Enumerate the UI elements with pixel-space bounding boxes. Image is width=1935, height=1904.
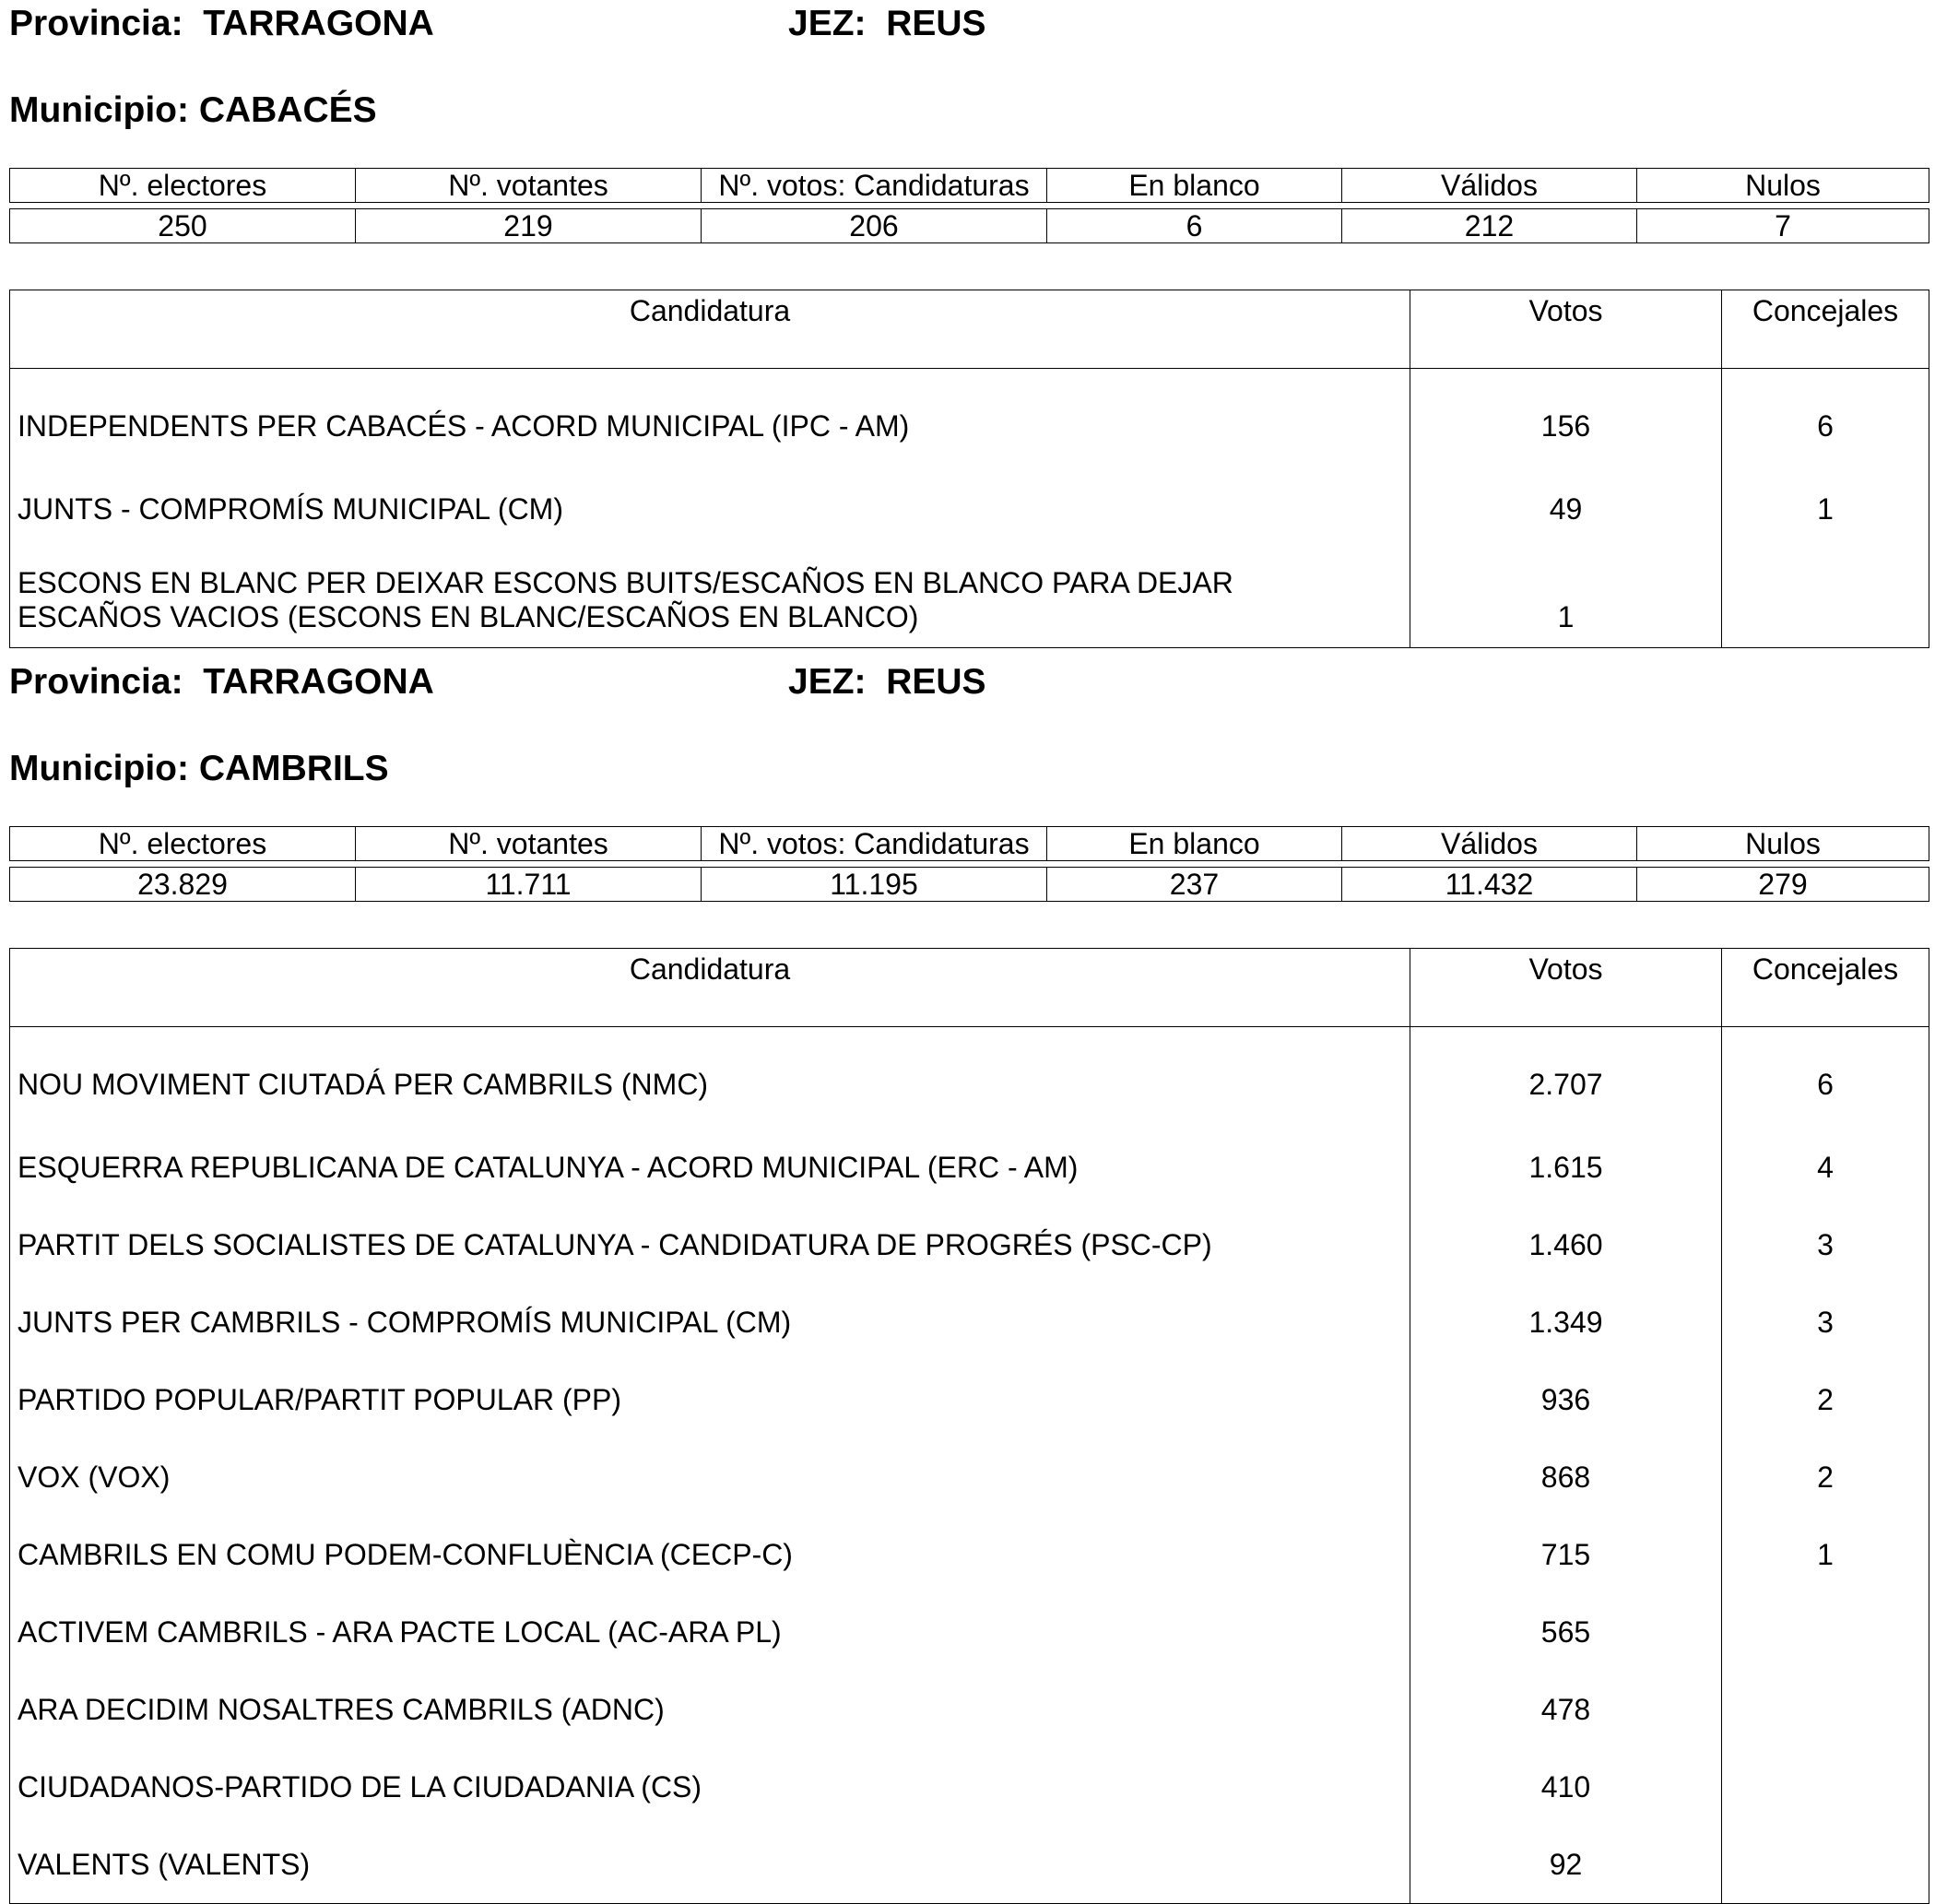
summary-header-cell: Nulos [1637,827,1929,861]
candidatura-name: ARA DECIDIM NOSALTRES CAMBRILS (ADNC) [10,1671,1410,1748]
concejales-value: 6 [1722,369,1929,471]
votos-value: 1.460 [1410,1206,1722,1283]
jez-heading: JEZ: REUS [788,662,986,702]
table-row [10,1438,1929,1516]
concejales-value: 1 [1722,1516,1929,1593]
concejales-value [1722,1593,1929,1671]
summary-value-cell: 23.829 [10,868,356,902]
votos-value: 565 [1410,1593,1722,1671]
summary-header-cell: Nº. votos: Candidaturas [702,169,1047,203]
table-row [10,1361,1929,1438]
summary-header-cell: En blanco [1047,169,1342,203]
results-header-cell: Votos [1410,949,1722,1027]
candidatura-name: VOX (VOX) [10,1438,1410,1516]
concejales-value: 6 [1722,1027,1929,1129]
provincia-heading: Provincia: TARRAGONA [9,4,434,43]
summary-value-cell: 212 [1342,209,1637,243]
concejales-value [1722,1748,1929,1826]
municipio-heading: Municipio: CAMBRILS [9,749,389,788]
votos-value: 868 [1410,1438,1722,1516]
summary-values-table [9,867,1929,902]
table-row [10,548,1929,648]
table-row [10,470,1929,548]
votos-value: 49 [1410,470,1722,548]
summary-header-cell: Válidos [1342,169,1637,203]
table-row [10,1283,1929,1361]
results-header-cell: Candidatura [10,290,1410,369]
summary-value-cell: 219 [356,209,702,243]
candidatura-name: CIUDADANOS-PARTIDO DE LA CIUDADANIA (CS) [10,1748,1410,1826]
table-row [10,1748,1929,1826]
results-header-cell: Concejales [1722,290,1929,369]
concejales-value: 2 [1722,1438,1929,1516]
concejales-value [1722,1671,1929,1748]
votos-value: 1 [1410,548,1722,648]
summary-value-cell: 11.432 [1342,868,1637,902]
table-row [10,1206,1929,1283]
summary-value-cell: 279 [1637,868,1929,902]
table-row [10,1129,1929,1206]
votos-value: 478 [1410,1671,1722,1748]
summary-header-cell: En blanco [1047,827,1342,861]
summary-value-cell: 237 [1047,868,1342,902]
candidatura-name: NOU MOVIMENT CIUTADÁ PER CAMBRILS (NMC) [10,1027,1410,1129]
votos-value: 936 [1410,1361,1722,1438]
results-header-cell: Candidatura [10,949,1410,1027]
votos-value: 1.349 [1410,1283,1722,1361]
results-header-cell: Concejales [1722,949,1929,1027]
summary-header-cell: Nulos [1637,169,1929,203]
candidatura-name: VALENTS (VALENTS) [10,1826,1410,1904]
summary-table [9,826,1929,861]
municipio-heading: Municipio: CABACÉS [9,90,377,130]
candidatura-name: INDEPENDENTS PER CABACÉS - ACORD MUNICIPAL (IPC - AM) [10,369,1410,471]
candidatura-name: JUNTS PER CAMBRILS - COMPROMÍS MUNICIPAL (CM) [10,1283,1410,1361]
votos-value: 715 [1410,1516,1722,1593]
votos-value: 410 [1410,1748,1722,1826]
table-row [10,1671,1929,1748]
table-row [10,1516,1929,1593]
summary-header-cell: Nº. votantes [356,827,702,861]
summary-header-row [10,827,1929,861]
summary-header-row [10,169,1929,203]
summary-value-cell: 6 [1047,209,1342,243]
table-row [10,369,1929,471]
results-table [9,948,1929,1904]
votos-value: 156 [1410,369,1722,471]
candidatura-name: CAMBRILS EN COMU PODEM-CONFLUÈNCIA (CECP-C) [10,1516,1410,1593]
provincia-heading: Provincia: TARRAGONA [9,662,434,702]
summary-header-cell: Nº. votos: Candidaturas [702,827,1047,861]
candidatura-name: ACTIVEM CAMBRILS - ARA PACTE LOCAL (AC-ARA PL) [10,1593,1410,1671]
votos-value: 2.707 [1410,1027,1722,1129]
votos-value: 92 [1410,1826,1722,1904]
candidatura-name: JUNTS - COMPROMÍS MUNICIPAL (CM) [10,470,1410,548]
candidatura-name-line: ESCAÑOS VACIOS (ESCONS EN BLANC/ESCAÑOS EN BLANCO) [18,600,919,634]
concejales-value [1722,1826,1929,1904]
concejales-value: 3 [1722,1283,1929,1361]
summary-table [9,168,1929,203]
concejales-value: 2 [1722,1361,1929,1438]
summary-value-cell: 250 [10,209,356,243]
candidatura-name: PARTIT DELS SOCIALISTES DE CATALUNYA - CANDIDATURA DE PROGRÉS (PSC-CP) [10,1206,1410,1283]
summary-header-cell: Válidos [1342,827,1637,861]
concejales-value [1722,548,1929,648]
summary-values-table [9,208,1929,243]
concejales-value: 4 [1722,1129,1929,1206]
summary-header-cell: Nº. electores [10,169,356,203]
results-header-row [10,290,1929,369]
concejales-value: 1 [1722,470,1929,548]
candidatura-name-line: ESCONS EN BLANC PER DEIXAR ESCONS BUITS/ESCAÑOS EN BLANCO PARA DEJAR [18,566,1233,600]
concejales-value: 3 [1722,1206,1929,1283]
table-row [10,1027,1929,1129]
jez-heading: JEZ: REUS [788,4,986,43]
summary-value-row [10,209,1929,243]
summary-value-cell: 11.711 [356,868,702,902]
candidatura-name: PARTIDO POPULAR/PARTIT POPULAR (PP) [10,1361,1410,1438]
summary-value-row [10,868,1929,902]
results-header-cell: Votos [1410,290,1722,369]
table-row [10,1826,1929,1904]
table-row [10,1593,1929,1671]
summary-header-cell: Nº. electores [10,827,356,861]
candidatura-name [10,548,1410,648]
candidatura-name: ESQUERRA REPUBLICANA DE CATALUNYA - ACORD MUNICIPAL (ERC - AM) [10,1129,1410,1206]
votos-value: 1.615 [1410,1129,1722,1206]
results-header-row [10,949,1929,1027]
summary-header-cell: Nº. votantes [356,169,702,203]
summary-value-cell: 206 [702,209,1047,243]
summary-value-cell: 11.195 [702,868,1047,902]
summary-value-cell: 7 [1637,209,1929,243]
results-table [9,290,1929,648]
